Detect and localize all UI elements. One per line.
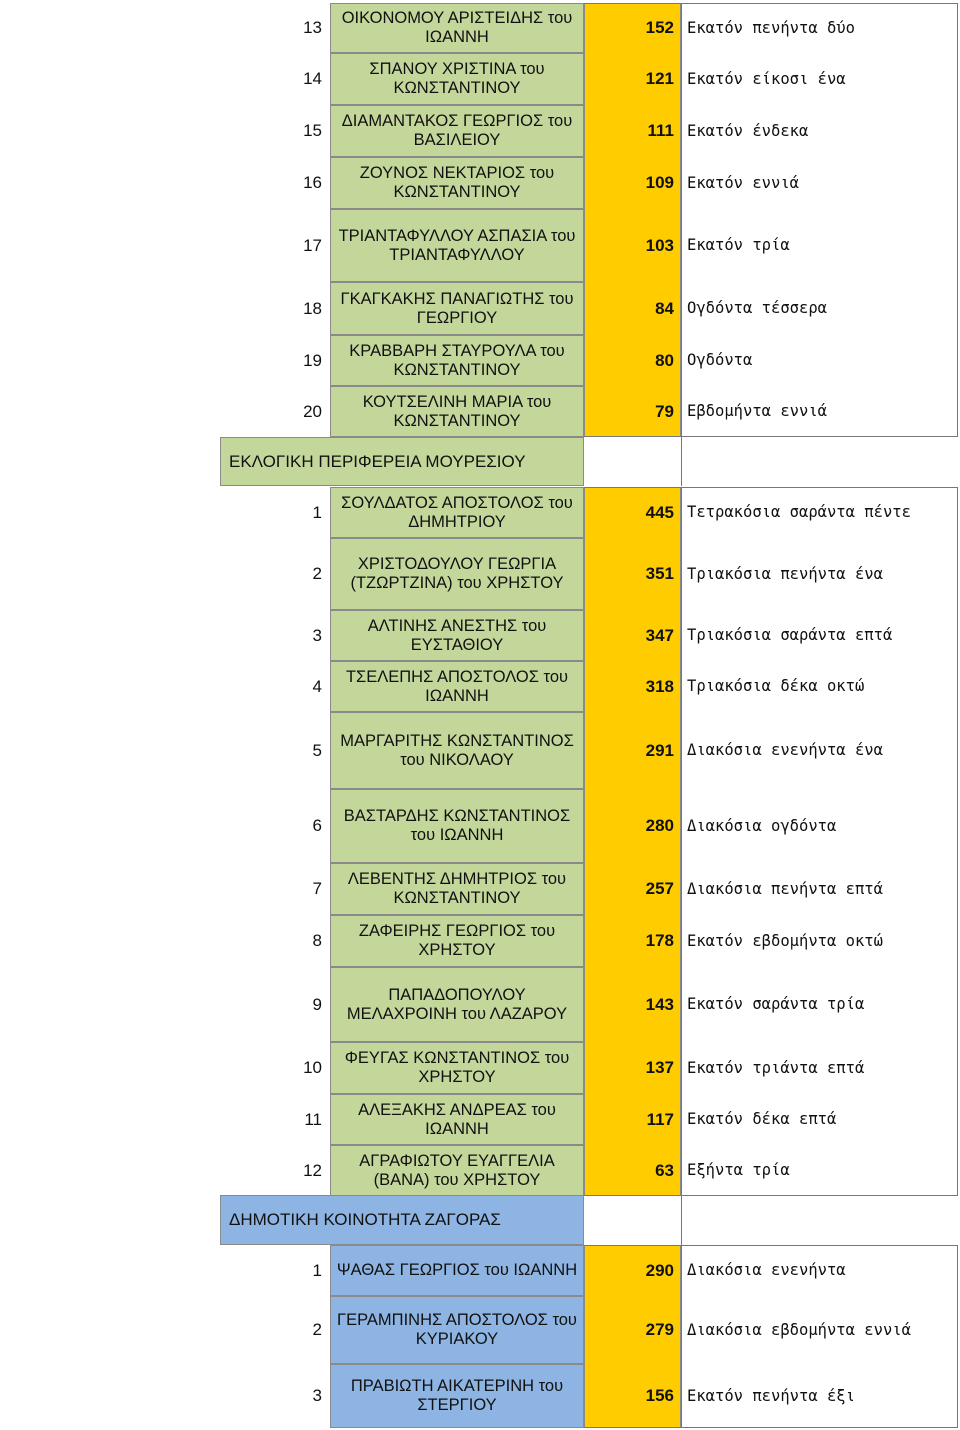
candidate-number: 1 [312,502,322,522]
vote-count-words: Εκατόν τριάντα επτά [687,1058,865,1077]
candidate-number: 13 [303,18,322,37]
vote-count-words: Εξήντα τρία [687,1161,790,1179]
candidate-number: 2 [312,564,322,583]
vote-count-words: Τριακόσια δέκα οκτώ [687,677,865,695]
candidate-name: ΓΚΑΓΚΑΚΗΣ ΠΑΝΑΓΙΩΤΗΣ του ΓΕΩΡΓΙΟΥ [330,282,584,335]
vote-count: 111 [584,105,681,157]
grid-line [681,3,682,437]
vote-count-words: Εκατόν πενήντα έξι [687,1386,855,1405]
candidate-number: 12 [303,1160,322,1180]
candidate-name: ΚΟΥΤΣΕΛΙΝΗ ΜΑΡΙΑ του ΚΩΝΣΤΑΝΤΙΝΟΥ [330,386,584,437]
vote-count: 291 [584,712,681,789]
candidate-name: ΖΟΥΝΟΣ ΝΕΚΤΑΡΙΟΣ του ΚΩΝΣΤΑΝΤΙΝΟΥ [330,157,584,209]
grid-line [957,3,958,437]
vote-count-words: Εκατόν τρία [687,236,790,254]
candidate-name: ΨΑΘΑΣ ΓΕΩΡΓΙΟΣ του ΙΩΑΝΝΗ [330,1245,584,1296]
vote-count: 445 [584,487,681,538]
candidate-name: ΣΟΥΛΔΑΤΟΣ ΑΠΟΣΤΟΛΟΣ του ΔΗΜΗΤΡΙΟΥ [330,487,584,538]
vote-count-words: Διακόσια ενενήντα [687,1261,846,1279]
vote-count: 79 [584,386,681,437]
grid-line [957,1245,958,1428]
vote-count: 347 [584,610,681,661]
vote-count-words: Εκατόν εβδομήντα οκτώ [687,931,883,950]
vote-count: 318 [584,661,681,712]
vote-count: 143 [584,967,681,1042]
candidate-number: 7 [312,879,322,898]
grid-line [681,487,682,1196]
candidate-name: ΑΛΕΞΑΚΗΣ ΑΝΔΡΕΑΣ του ΙΩΑΝΝΗ [330,1094,584,1145]
grid-line [584,1195,958,1196]
candidate-name: ΒΑΣΤΑΡΔΗΣ ΚΩΝΣΤΑΝΤΙΝΟΣ του ΙΩΑΝΝΗ [330,789,584,863]
vote-count: 279 [584,1296,681,1364]
grid-line [584,1427,958,1428]
candidate-name: ΠΑΠΑΔΟΠΟΥΛΟΥ ΜΕΛΑΧΡΟΙΝΗ του ΛΑΖΑΡΟΥ [330,967,584,1042]
candidate-name: ΧΡΙΣΤΟΔΟΥΛΟΥ ΓΕΩΡΓΙΑ (ΤΖΩΡΤΖΙΝΑ) του ΧΡΗΣΤΟΥ [330,538,584,610]
candidate-name: ΑΛΤΙΝΗΣ ΑΝΕΣΤΗΣ του ΕΥΣΤΑΘΙΟΥ [330,610,584,661]
vote-count: 137 [584,1042,681,1094]
candidate-name: ΟΙΚΟΝΟΜΟΥ ΑΡΙΣΤΕΙΔΗΣ του ΙΩΑΝΝΗ [330,3,584,53]
candidate-number: 4 [312,676,322,696]
vote-count-words: Τριακόσια πενήντα ένα [687,564,883,583]
vote-count-words: Εκατόν δέκα επτά [687,1110,837,1128]
vote-count-words: Εβδομήντα εννιά [687,402,827,420]
vote-count-words: Διακόσια εβδομήντα εννιά [687,1320,911,1339]
candidate-number: 15 [303,121,322,140]
vote-count-words: Ογδόντα τέσσερα [687,299,827,317]
candidate-number: 11 [304,1109,322,1129]
candidate-number: 1 [312,1260,322,1280]
vote-count-words: Εκατόν πενήντα δύο [687,18,855,37]
vote-count: 290 [584,1245,681,1296]
vote-count: 280 [584,789,681,863]
vote-count-words: Διακόσια πενήντα επτά [687,879,883,898]
vote-count-words: Διακόσια ενενήντα ένα [687,741,883,759]
candidate-name: ΤΡΙΑΝΤΑΦΥΛΛΟΥ ΑΣΠΑΣΙΑ του ΤΡΙΑΝΤΑΦΥΛΛΟΥ [330,209,584,282]
vote-count-words: Τριακόσια σαράντα επτά [687,626,893,644]
vote-count: 109 [584,157,681,209]
grid-line [957,487,958,1196]
grid-line [681,437,682,486]
candidate-number: 5 [312,740,322,760]
candidate-name: ΠΡΑΒΙΩΤΗ ΑΙΚΑΤΕΡΙΝΗ του ΣΤΕΡΓΙΟΥ [330,1364,584,1428]
section-header: ΕΚΛΟΓΙΚΗ ΠΕΡΙΦΕΡΕΙΑ ΜΟΥΡΕΣΙΟΥ [220,437,584,486]
vote-count: 156 [584,1364,681,1428]
grid-line [584,436,958,437]
vote-count: 351 [584,538,681,610]
grid-line [681,1245,682,1428]
vote-count: 257 [584,863,681,915]
candidate-name: ΜΑΡΓΑΡΙΤΗΣ ΚΩΝΣΤΑΝΤΙΝΟΣ του ΝΙΚΟΛΑΟΥ [330,712,584,789]
vote-count-words: Ογδόντα [687,351,753,369]
vote-count-words: Τετρακόσια σαράντα πέντε [687,503,911,521]
candidate-name: ΤΣΕΛΕΠΗΣ ΑΠΟΣΤΟΛΟΣ του ΙΩΑΝΝΗ [330,661,584,712]
candidate-name: ΔΙΑΜΑΝΤΑΚΟΣ ΓΕΩΡΓΙΟΣ του ΒΑΣΙΛΕΙΟΥ [330,105,584,157]
vote-count-words: Εκατόν σαράντα τρία [687,995,865,1013]
candidate-name: ΣΠΑΝΟΥ ΧΡΙΣΤΙΝΑ του ΚΩΝΣΤΑΝΤΙΝΟΥ [330,53,584,105]
vote-count-words: Διακόσια ογδόντα [687,816,837,835]
section-header: ΔΗΜΟΤΙΚΗ ΚΟΙΝΟΤΗΤΑ ΖΑΓΟΡΑΣ [220,1195,584,1245]
vote-count: 63 [584,1145,681,1196]
candidate-number: 16 [303,173,322,192]
candidate-name: ΚΡΑΒΒΑΡΗ ΣΤΑΥΡΟΥΛΑ του ΚΩΝΣΤΑΝΤΙΝΟΥ [330,335,584,386]
grid-line [584,1245,958,1246]
vote-count-words: Εκατόν είκοσι ένα [687,69,846,88]
candidate-number: 10 [303,1058,322,1077]
grid-line [584,3,958,4]
candidate-name: ΓΕΡΑΜΠΙΝΗΣ ΑΠΟΣΤΟΛΟΣ του ΚΥΡΙΑΚΟΥ [330,1296,584,1364]
candidate-number: 14 [303,69,322,88]
candidate-name: ΛΕΒΕΝΤΗΣ ΔΗΜΗΤΡΙΟΣ του ΚΩΝΣΤΑΝΤΙΝΟΥ [330,863,584,915]
candidate-number: 18 [303,298,322,318]
candidate-number: 20 [303,401,322,421]
vote-count: 178 [584,915,681,967]
candidate-number: 3 [312,625,322,645]
vote-count: 103 [584,209,681,282]
candidate-number: 6 [312,816,322,835]
candidate-number: 17 [303,235,322,255]
candidate-name: ΑΓΡΑΦΙΩΤΟΥ ΕΥΑΓΓΕΛΙΑ (ΒΑΝΑ) του ΧΡΗΣΤΟΥ [330,1145,584,1196]
vote-count: 121 [584,53,681,105]
candidate-number: 9 [312,994,322,1014]
candidate-name: ΦΕΥΓΑΣ ΚΩΝΣΤΑΝΤΙΝΟΣ του ΧΡΗΣΤΟΥ [330,1042,584,1094]
candidate-number: 8 [312,931,322,950]
candidate-number: 3 [312,1386,322,1405]
vote-count: 152 [584,3,681,53]
vote-count: 80 [584,335,681,386]
candidate-number: 19 [303,350,322,370]
grid-line [681,1195,682,1245]
vote-count-words: Εκατόν ένδεκα [687,121,809,140]
vote-count: 117 [584,1094,681,1145]
grid-line [584,487,958,488]
candidate-name: ΖΑΦΕΙΡΗΣ ΓΕΩΡΓΙΟΣ του ΧΡΗΣΤΟΥ [330,915,584,967]
vote-count-words: Εκατόν εννιά [687,173,799,192]
vote-count: 84 [584,282,681,335]
candidate-number: 2 [312,1320,322,1339]
